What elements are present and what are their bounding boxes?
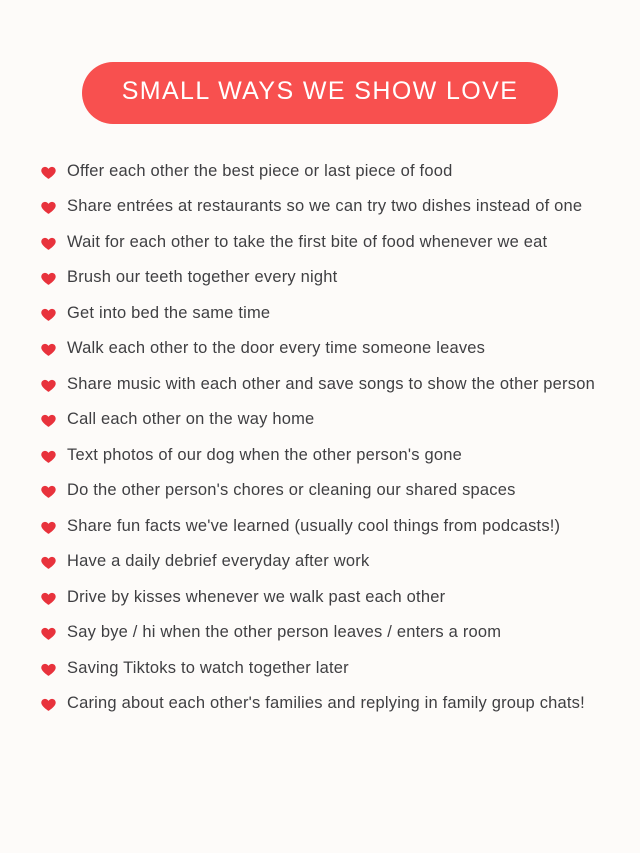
list-item <box>40 197 614 216</box>
list-item <box>40 304 614 323</box>
list-item-text: Drive by kisses whenever we walk past each other <box>67 587 446 606</box>
list-item <box>40 339 614 358</box>
heart-icon <box>40 483 57 500</box>
list-item <box>40 375 614 394</box>
list-item-text: Say bye / hi when the other person leaves / enters a room <box>67 623 502 641</box>
heart-icon <box>40 199 57 216</box>
list-item <box>40 588 614 607</box>
list-item-text: Have a daily debrief everyday after work <box>67 552 370 570</box>
list-item <box>40 623 614 642</box>
heart-icon <box>40 164 57 181</box>
heart-icon <box>40 377 57 394</box>
list-item-text: Brush our teeth together every night <box>67 268 338 286</box>
heart-icon <box>40 625 57 642</box>
page-title: SMALL WAYS WE SHOW LOVE <box>121 77 519 105</box>
list-item-text: Share entrées at restaurants so we can try two dishes instead of one <box>67 197 583 215</box>
list-item <box>40 162 614 181</box>
list-item-text: Wait for each other to take the first bite of food whenever we eat <box>67 232 548 251</box>
heart-icon <box>40 448 57 465</box>
list-item <box>40 552 614 571</box>
heart-icon <box>40 412 57 429</box>
heart-icon <box>40 554 57 571</box>
list-item <box>40 410 614 429</box>
heart-icon <box>40 590 57 607</box>
list-item-text: Walk each other to the door every time someone leaves <box>67 339 486 357</box>
heart-icon <box>40 341 57 358</box>
heart-icon <box>40 235 57 252</box>
list-item <box>40 446 614 465</box>
heart-icon <box>40 661 57 678</box>
list-item <box>40 268 614 287</box>
list-item <box>40 233 614 252</box>
list-item-text: Get into bed the same time <box>67 303 271 322</box>
list-item <box>40 694 614 713</box>
list-item-text: Saving Tiktoks to watch together later <box>67 658 349 677</box>
list-item-text: Caring about each other's families and replying in family group chats! <box>67 694 585 712</box>
list-item-text: Share music with each other and save songs to show the other person <box>67 374 595 393</box>
list-item <box>40 659 614 678</box>
heart-icon <box>40 696 57 713</box>
list-item-text: Do the other person's chores or cleaning our shared spaces <box>67 481 516 499</box>
title-banner <box>82 62 559 124</box>
heart-icon <box>40 519 57 536</box>
heart-icon <box>40 270 57 287</box>
list-item <box>40 517 614 536</box>
list-item <box>40 481 614 500</box>
heart-icon <box>40 306 57 323</box>
love-actions-list <box>0 162 640 730</box>
list-item-text: Call each other on the way home <box>67 410 315 428</box>
list-item-text: Offer each other the best piece or last piece of food <box>67 161 453 180</box>
list-item-text: Share fun facts we've learned (usually cool things from podcasts!) <box>67 516 561 535</box>
list-item-text: Text photos of our dog when the other person's gone <box>67 445 462 464</box>
